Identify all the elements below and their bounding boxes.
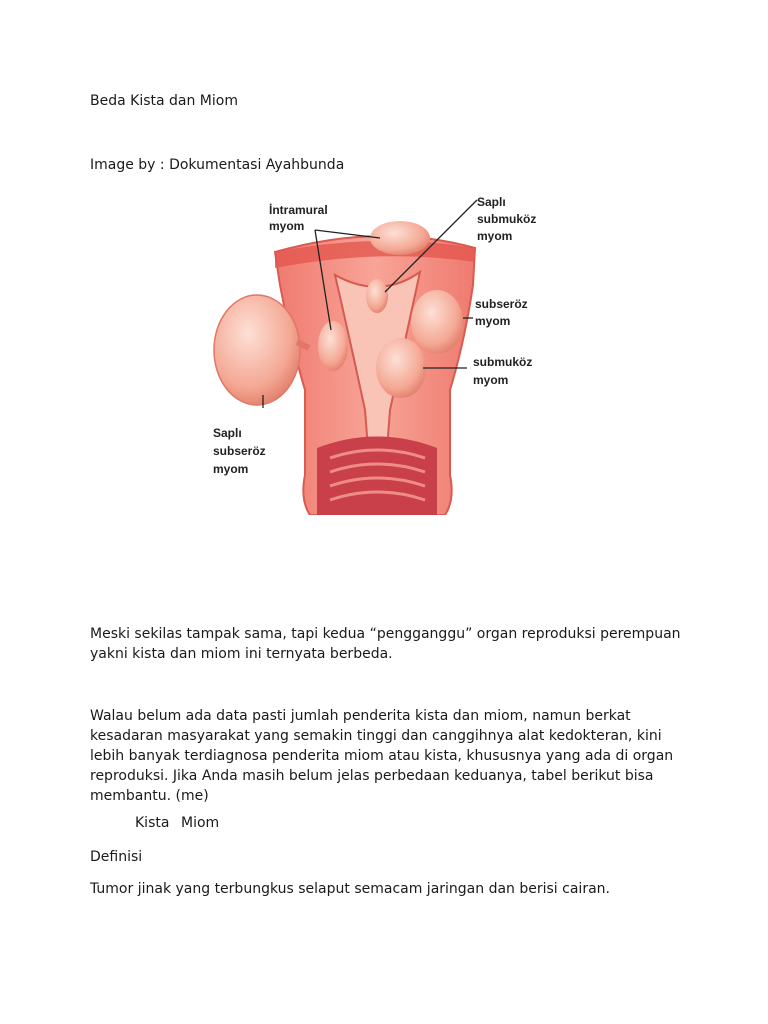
label-submukoz-myom: myom	[473, 373, 509, 387]
paragraph-intro: Meski sekilas tampak sama, tapi kedua “pengganggu” organ reproduksi perempuan yakni kista dan miom ini ternyata berbeda.	[90, 626, 681, 662]
intramural-fibroid-side	[318, 321, 348, 371]
table-row-text: Tumor jinak yang terbungkus selaput semacam jaringan dan berisi cairan.	[90, 881, 610, 897]
label-submukoz: submuköz	[473, 355, 533, 369]
label-sapli-subseroz: Saplı	[213, 426, 242, 440]
pedunculated-submucosal-fibroid	[366, 279, 388, 313]
table-row-label: Definisi	[90, 849, 143, 865]
subserosal-fibroid	[411, 290, 463, 354]
pedunculated-subserosal-fibroid	[214, 295, 300, 405]
label-sapli-subseroz-2: subseröz	[213, 444, 266, 458]
label-subseroz: subseröz	[475, 297, 528, 311]
label-intramural: İntramural	[269, 203, 328, 217]
label-sapli-submukoz-3: myom	[477, 229, 513, 243]
paragraph-body: Walau belum ada data pasti jumlah penderita kista dan miom, namun berkat kesadaran masyarakat yang semakin tinggi dan canggihnya alat kedokteran, kini lebih banyak terdiagnosa penderita miom atau kista, khususnya yang ada di organ reproduksi. Jika Anda masih belum jelas perbedaan keduanya, tabel berikut bisa membantu. (me)	[90, 708, 674, 804]
label-intramural-myom: myom	[269, 219, 305, 233]
label-sapli-submukoz: Saplı	[477, 195, 506, 209]
table-header-miom: Miom	[181, 815, 220, 831]
label-subseroz-myom: myom	[475, 314, 511, 328]
cervix	[317, 437, 437, 516]
submucosal-fibroid	[376, 338, 426, 398]
label-sapli-subseroz-3: myom	[213, 462, 249, 476]
uterus-myoma-illustration	[205, 190, 555, 515]
document-title: Beda Kista dan Miom	[90, 93, 238, 109]
label-sapli-submukoz-2: submuköz	[477, 212, 537, 226]
uterus-diagram	[205, 190, 555, 515]
image-credit: Image by : Dokumentasi Ayahbunda	[90, 157, 345, 173]
table-header-kista: Kista	[135, 815, 170, 831]
